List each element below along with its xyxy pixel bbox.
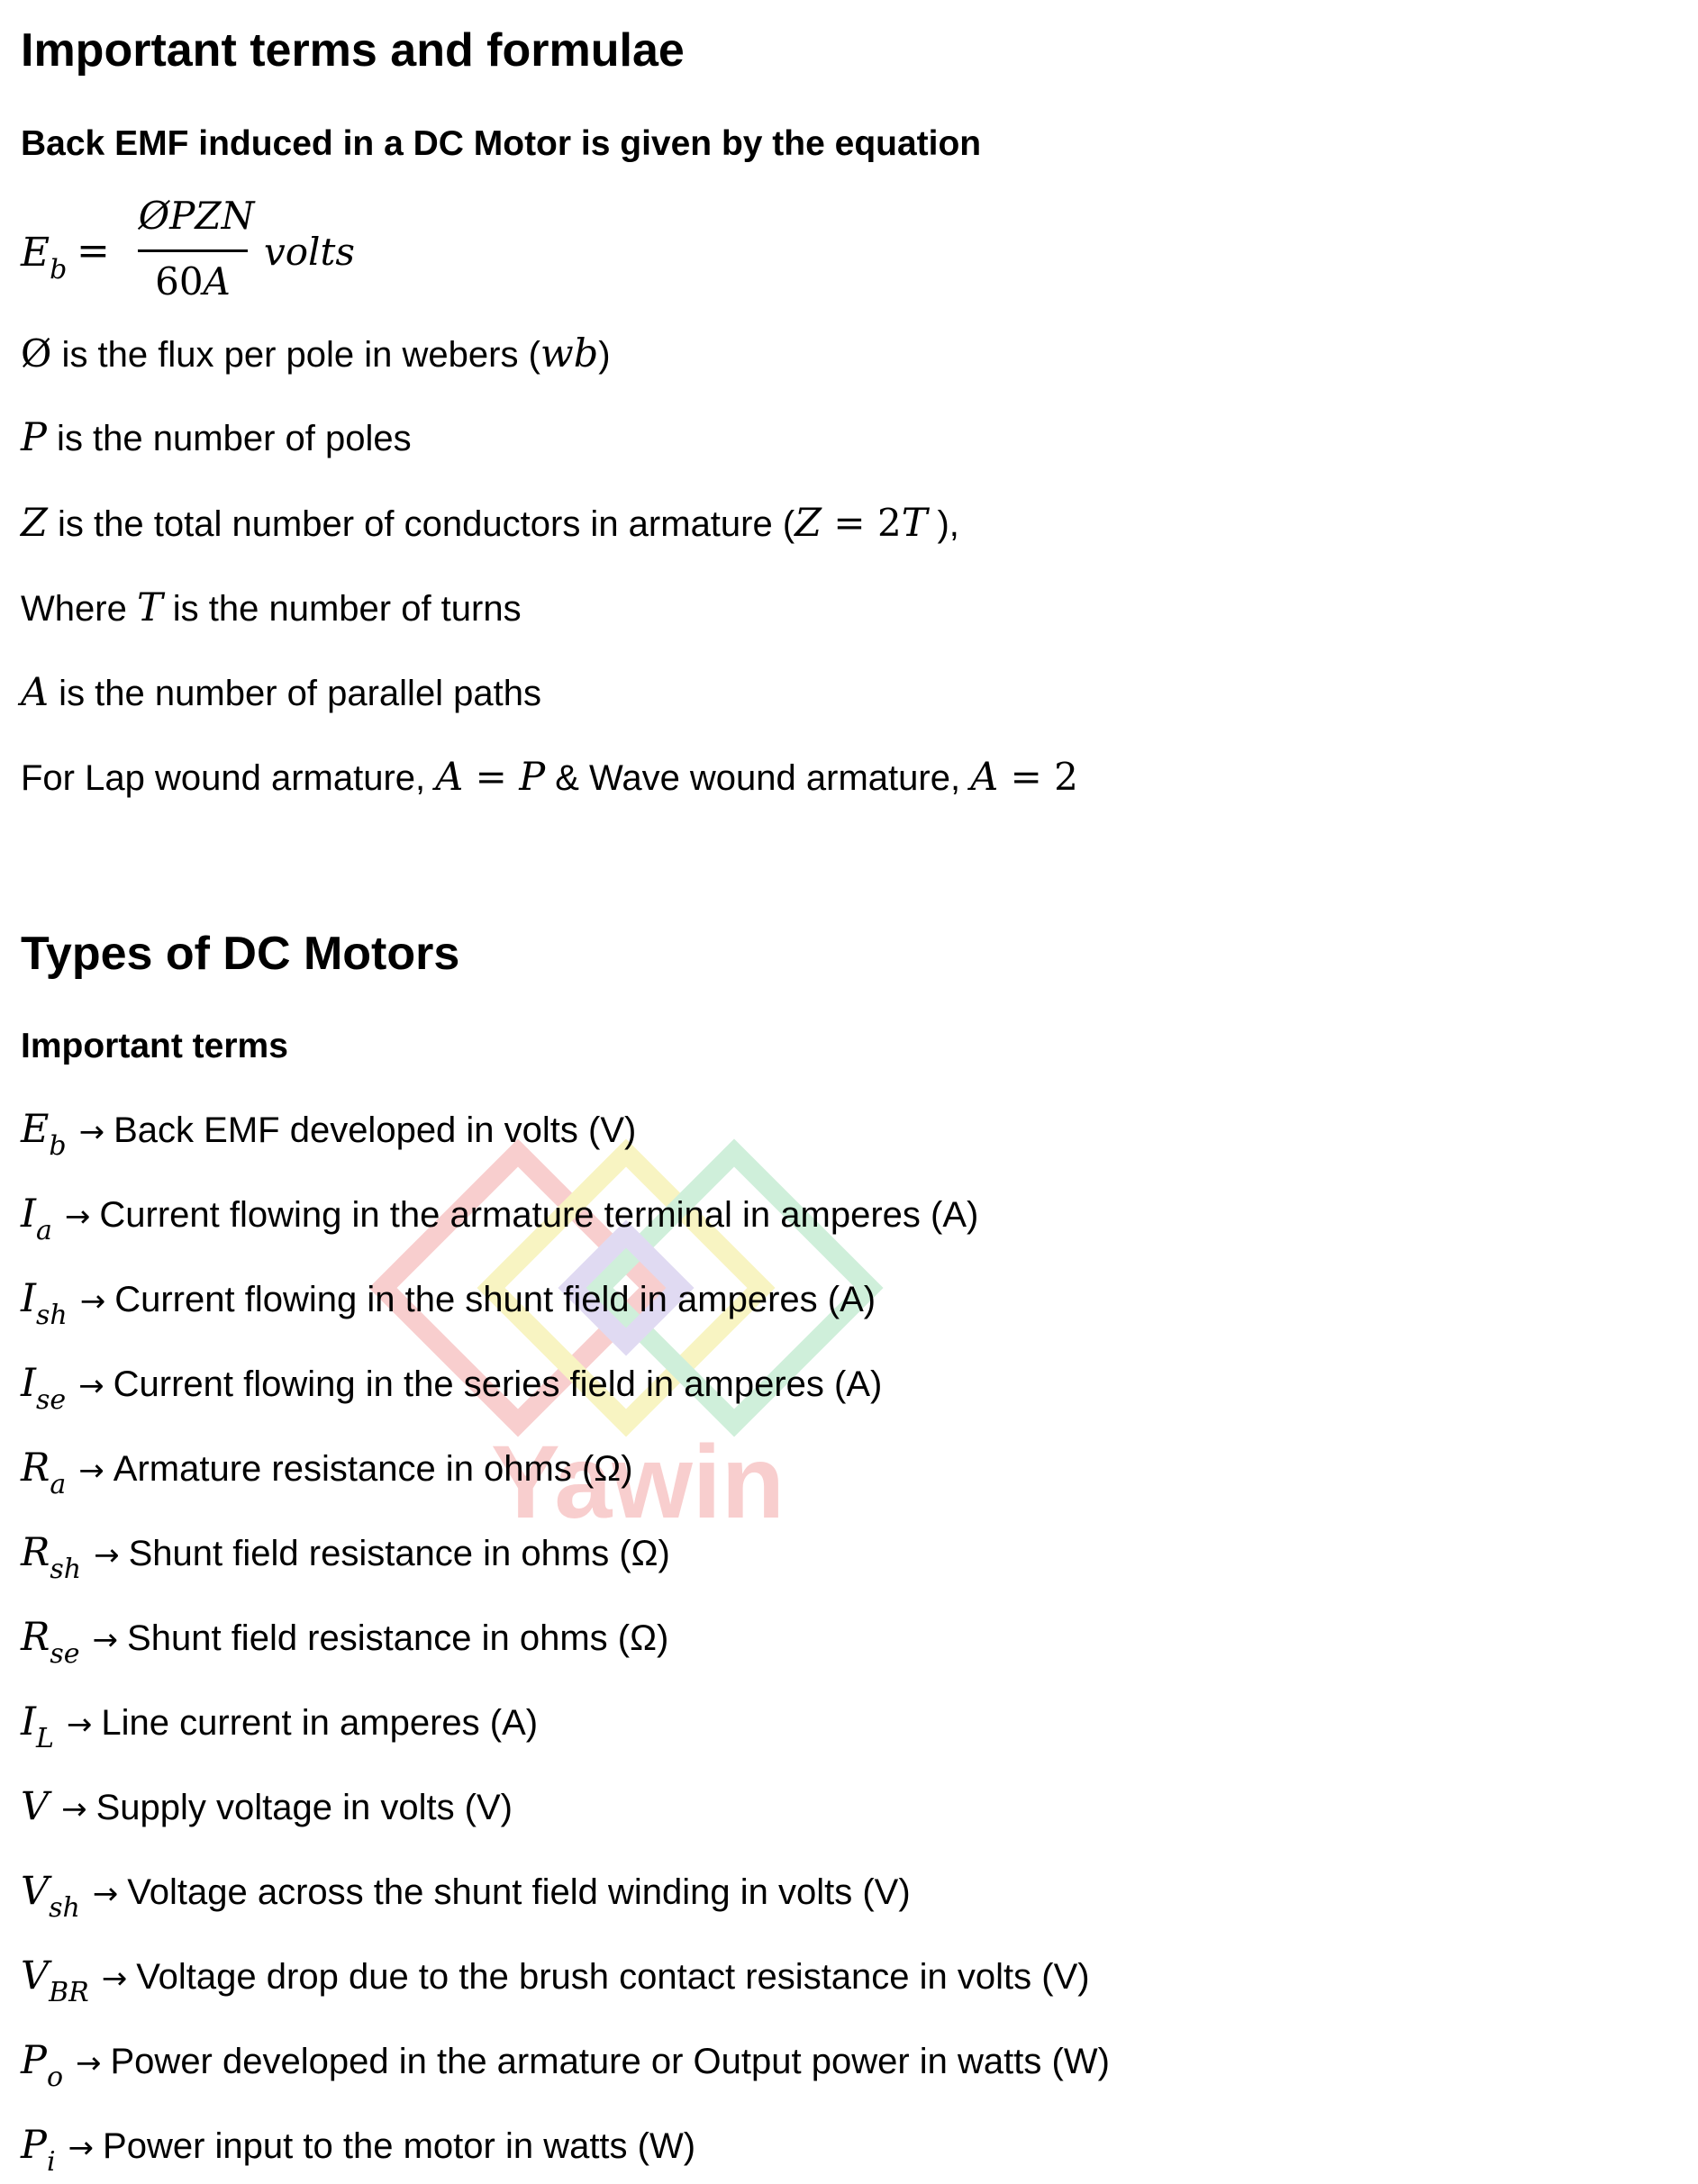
term-row: $I_{sh}$ → Current flowing in the shunt field in amperes (A)	[21, 1276, 876, 1331]
equation-numerator: ØPZN	[138, 194, 255, 238]
equation-denominator: 60A	[155, 259, 231, 304]
back-emf-equation	[21, 194, 561, 311]
equation-equals: =	[77, 228, 110, 274]
def-poles: P is the number of poles	[21, 415, 412, 460]
svg-text:Yawin: Yawin	[491, 1425, 785, 1531]
term-row: $I_{se}$ → Current flowing in the series field in amperes (A)	[21, 1361, 883, 1416]
def-turns: Where T is the number of turns	[21, 585, 522, 630]
def-conductors: Z is the total number of conductors in armature (Z = 2T ),	[21, 501, 959, 546]
term-row: $V_{BR}$ → Voltage drop due to the brush contact resistance in volts (V)	[21, 1953, 1090, 2008]
section-subtitle-terms: Important terms	[21, 1027, 288, 1065]
term-row: $V_{sh}$ → Voltage across the shunt field winding in volts (V)	[21, 1869, 911, 1924]
term-row: $P_i$ → Power input to the motor in watts (W)	[21, 2123, 696, 2178]
term-row: $R_{se}$ → Shunt field resistance in ohms (Ω)	[21, 1615, 669, 1670]
equation-lhs: $E_b$	[21, 230, 68, 285]
section-subtitle: Back EMF induced in a DC Motor is given by the equation	[21, 124, 982, 163]
section-title: Important terms and formulae	[21, 24, 685, 77]
term-row: $P_o$ → Power developed in the armature or Output power in watts (W)	[21, 2038, 1110, 2093]
def-winding: For Lap wound armature, A = P & Wave wound armature, A = 2	[21, 755, 1078, 800]
section-title-types: Types of DC Motors	[21, 928, 460, 980]
term-row: V → Supply voltage in volts (V)	[21, 1784, 513, 1829]
term-row: $R_a$ → Armature resistance in ohms (Ω)	[21, 1445, 633, 1500]
term-row: $E_b$ → Back EMF developed in volts (V)	[21, 1107, 637, 1162]
term-row: $I_a$ → Current flowing in the armature terminal in amperes (A)	[21, 1192, 979, 1246]
equation-unit: volts	[264, 230, 355, 274]
fraction-bar	[138, 249, 248, 252]
def-flux: Ø is the flux per pole in webers (wb)	[21, 331, 611, 376]
def-parallel-paths: A is the number of parallel paths	[21, 670, 542, 715]
term-row: $R_{sh}$ → Shunt field resistance in ohms (Ω)	[21, 1530, 670, 1585]
term-row: $I_L$ → Line current in amperes (A)	[21, 1699, 539, 1754]
